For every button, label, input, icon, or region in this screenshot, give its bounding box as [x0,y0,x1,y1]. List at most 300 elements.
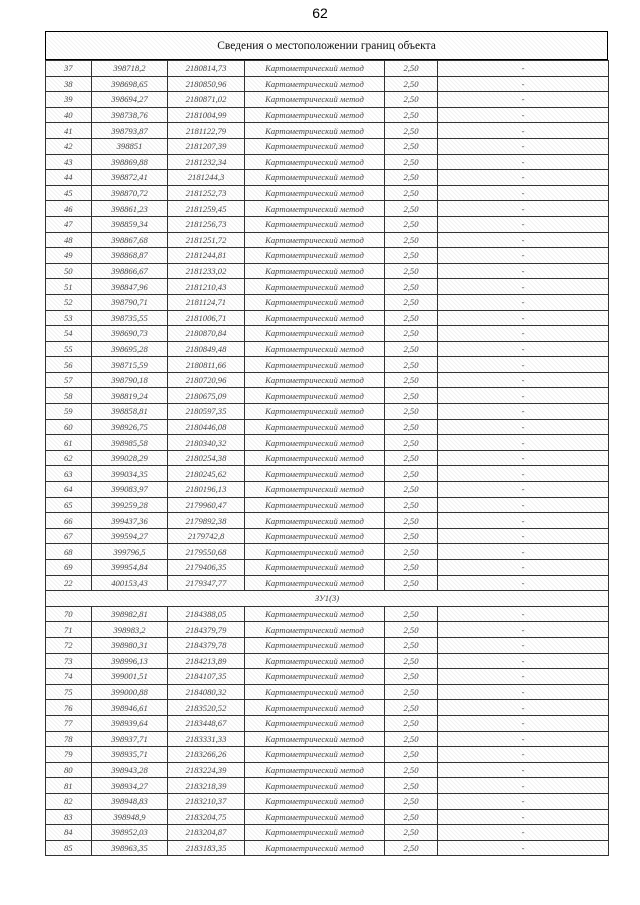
accuracy-cell: 2,50 [385,76,438,92]
note-cell: - [438,482,609,498]
note-cell: - [438,715,609,731]
method-cell: Картометрический метод [245,793,385,809]
table-row [46,61,609,77]
point-number-cell: 80 [46,762,92,778]
coord-y-cell: 2183520,52 [168,700,245,716]
table-row [46,388,609,404]
coord-x-cell: 399594,27 [92,528,168,544]
method-cell: Картометрический метод [245,653,385,669]
point-number-cell: 50 [46,263,92,279]
coord-y-cell: 2180720,96 [168,372,245,388]
method-cell: Картометрический метод [245,669,385,685]
method-cell: Картометрический метод [245,715,385,731]
point-number-cell: 64 [46,482,92,498]
coord-y-cell: 2180811,66 [168,357,245,373]
point-number-cell: 75 [46,684,92,700]
method-cell: Картометрический метод [245,170,385,186]
table-row [46,294,609,310]
point-number-cell: 44 [46,170,92,186]
coord-x-cell: 399000,88 [92,684,168,700]
coord-y-cell: 2183210,37 [168,793,245,809]
coord-x-cell: 398983,2 [92,622,168,638]
coord-x-cell: 398982,81 [92,606,168,622]
note-cell: - [438,762,609,778]
method-cell: Картометрический метод [245,326,385,342]
coord-y-cell: 2180850,96 [168,76,245,92]
coord-x-cell: 398698,65 [92,76,168,92]
coord-x-cell: 398793,87 [92,123,168,139]
method-cell: Картометрический метод [245,123,385,139]
point-number-cell: 67 [46,528,92,544]
point-number-cell: 40 [46,107,92,123]
point-number-cell: 57 [46,372,92,388]
table-row [46,76,609,92]
coord-y-cell: 2181244,3 [168,170,245,186]
coord-x-cell: 398694,27 [92,92,168,108]
point-number-cell: 42 [46,138,92,154]
table-row [46,123,609,139]
point-number-cell: 59 [46,404,92,420]
note-cell: - [438,809,609,825]
coord-y-cell: 2180254,38 [168,450,245,466]
accuracy-cell: 2,50 [385,482,438,498]
method-cell: Картометрический метод [245,201,385,217]
coord-x-cell: 398934,27 [92,778,168,794]
accuracy-cell: 2,50 [385,825,438,841]
point-number-cell: 77 [46,715,92,731]
accuracy-cell: 2,50 [385,123,438,139]
point-number-cell: 49 [46,248,92,264]
coord-y-cell: 2181232,34 [168,154,245,170]
table-row [46,357,609,373]
table-row [46,326,609,342]
method-cell: Картометрический метод [245,248,385,264]
accuracy-cell: 2,50 [385,154,438,170]
coord-x-cell: 399954,84 [92,560,168,576]
note-cell: - [438,419,609,435]
note-cell: - [438,107,609,123]
accuracy-cell: 2,50 [385,294,438,310]
note-cell: - [438,840,609,856]
note-cell: - [438,575,609,591]
method-cell: Картометрический метод [245,263,385,279]
coord-y-cell: 2181244,81 [168,248,245,264]
coord-y-cell: 2181207,39 [168,138,245,154]
method-cell: Картометрический метод [245,294,385,310]
table-row [46,92,609,108]
coord-x-cell: 398790,71 [92,294,168,310]
table-row [46,435,609,451]
method-cell: Картометрический метод [245,61,385,77]
coord-y-cell: 2180814,73 [168,61,245,77]
coord-y-cell: 2180870,84 [168,326,245,342]
note-cell: - [438,185,609,201]
method-cell: Картометрический метод [245,497,385,513]
point-number-cell: 46 [46,201,92,217]
accuracy-cell: 2,50 [385,653,438,669]
method-cell: Картометрический метод [245,840,385,856]
coord-y-cell: 2183331,33 [168,731,245,747]
accuracy-cell: 2,50 [385,669,438,685]
table-row [46,513,609,529]
point-number-cell: 63 [46,466,92,482]
accuracy-cell: 2,50 [385,700,438,716]
note-cell: - [438,622,609,638]
coord-y-cell: 2181124,71 [168,294,245,310]
table-row [46,248,609,264]
point-number-cell: 37 [46,61,92,77]
coord-x-cell: 399259,28 [92,497,168,513]
accuracy-cell: 2,50 [385,513,438,529]
table-row [46,419,609,435]
point-number-cell: 79 [46,747,92,763]
method-cell: Картометрический метод [245,637,385,653]
point-number-cell: 52 [46,294,92,310]
table-row [46,560,609,576]
note-cell: - [438,170,609,186]
coord-y-cell: 2184080,32 [168,684,245,700]
point-number-cell: 22 [46,575,92,591]
coord-y-cell: 2181122,79 [168,123,245,139]
table-row [46,622,609,638]
point-number-cell: 68 [46,544,92,560]
accuracy-cell: 2,50 [385,92,438,108]
table-row [46,637,609,653]
point-number-cell: 82 [46,793,92,809]
coord-x-cell: 398872,41 [92,170,168,186]
note-cell: - [438,154,609,170]
note-cell: - [438,404,609,420]
coord-x-cell: 398695,28 [92,341,168,357]
table-row [46,170,609,186]
coord-y-cell: 2179406,35 [168,560,245,576]
point-number-cell: 45 [46,185,92,201]
coord-x-cell: 398738,76 [92,107,168,123]
table-row [46,575,609,591]
note-cell: - [438,138,609,154]
table-row [46,154,609,170]
method-cell: Картометрический метод [245,372,385,388]
accuracy-cell: 2,50 [385,248,438,264]
coord-y-cell: 2181210,43 [168,279,245,295]
note-cell: - [438,388,609,404]
method-cell: Картометрический метод [245,466,385,482]
coord-y-cell: 2181006,71 [168,310,245,326]
accuracy-cell: 2,50 [385,326,438,342]
method-cell: Картометрический метод [245,138,385,154]
method-cell: Картометрический метод [245,341,385,357]
note-cell: - [438,466,609,482]
coord-x-cell: 398867,68 [92,232,168,248]
table-row [46,310,609,326]
point-number-cell: 66 [46,513,92,529]
note-cell: - [438,637,609,653]
method-cell: Картометрический метод [245,622,385,638]
table-row [46,341,609,357]
note-cell: - [438,310,609,326]
point-number-cell: 74 [46,669,92,685]
table-row [46,731,609,747]
table-row [46,840,609,856]
accuracy-cell: 2,50 [385,263,438,279]
method-cell: Картометрический метод [245,419,385,435]
table-row [46,544,609,560]
accuracy-cell: 2,50 [385,61,438,77]
coord-x-cell: 398735,55 [92,310,168,326]
coord-x-cell: 398859,34 [92,216,168,232]
section-row [46,591,609,607]
coord-y-cell: 2184213,89 [168,653,245,669]
point-number-cell: 84 [46,825,92,841]
accuracy-cell: 2,50 [385,466,438,482]
note-cell: - [438,248,609,264]
note-cell: - [438,232,609,248]
point-number-cell: 61 [46,435,92,451]
coord-x-cell: 399437,36 [92,513,168,529]
table-row [46,216,609,232]
accuracy-cell: 2,50 [385,684,438,700]
coord-y-cell: 2181251,72 [168,232,245,248]
point-number-cell: 47 [46,216,92,232]
note-cell: - [438,216,609,232]
method-cell: Картометрический метод [245,606,385,622]
note-cell: - [438,357,609,373]
accuracy-cell: 2,50 [385,622,438,638]
note-cell: - [438,731,609,747]
accuracy-cell: 2,50 [385,201,438,217]
table-row [46,669,609,685]
accuracy-cell: 2,50 [385,606,438,622]
coord-y-cell: 2180446,08 [168,419,245,435]
coord-y-cell: 2183266,26 [168,747,245,763]
table-row [46,793,609,809]
coordinates-table [45,60,609,856]
method-cell: Картометрический метод [245,216,385,232]
table-row [46,715,609,731]
note-cell: - [438,606,609,622]
method-cell: Картометрический метод [245,185,385,201]
accuracy-cell: 2,50 [385,715,438,731]
coord-x-cell: 398847,96 [92,279,168,295]
table-row [46,778,609,794]
point-number-cell: 51 [46,279,92,295]
table-row [46,450,609,466]
accuracy-cell: 2,50 [385,341,438,357]
table-row [46,700,609,716]
method-cell: Картометрический метод [245,232,385,248]
coord-x-cell: 399796,5 [92,544,168,560]
table-row [46,185,609,201]
note-cell: - [438,778,609,794]
table-row [46,466,609,482]
table-row [46,232,609,248]
method-cell: Картометрический метод [245,560,385,576]
method-cell: Картометрический метод [245,357,385,373]
coord-y-cell: 2180849,48 [168,341,245,357]
coord-y-cell: 2183183,35 [168,840,245,856]
table-row [46,653,609,669]
coord-x-cell: 398858,81 [92,404,168,420]
method-cell: Картометрический метод [245,513,385,529]
note-cell: - [438,372,609,388]
note-cell: - [438,92,609,108]
note-cell: - [438,61,609,77]
note-cell: - [438,793,609,809]
accuracy-cell: 2,50 [385,279,438,295]
method-cell: Картометрический метод [245,435,385,451]
coord-y-cell: 2184379,78 [168,637,245,653]
coord-x-cell: 398963,35 [92,840,168,856]
coord-y-cell: 2179742,8 [168,528,245,544]
table-row [46,606,609,622]
table-row [46,482,609,498]
point-number-cell: 73 [46,653,92,669]
note-cell: - [438,653,609,669]
method-cell: Картометрический метод [245,544,385,560]
method-cell: Картометрический метод [245,575,385,591]
accuracy-cell: 2,50 [385,170,438,186]
table-row [46,201,609,217]
coord-x-cell: 398868,87 [92,248,168,264]
coord-x-cell: 398996,13 [92,653,168,669]
note-cell: - [438,747,609,763]
note-cell: - [438,279,609,295]
point-number-cell: 60 [46,419,92,435]
note-cell: - [438,497,609,513]
boundary-table [45,31,608,856]
coord-x-cell: 398851 [92,138,168,154]
method-cell: Картометрический метод [245,404,385,420]
coord-y-cell: 2180871,02 [168,92,245,108]
coord-y-cell: 2180245,62 [168,466,245,482]
method-cell: Картометрический метод [245,700,385,716]
coord-x-cell: 398935,71 [92,747,168,763]
method-cell: Картометрический метод [245,825,385,841]
accuracy-cell: 2,50 [385,357,438,373]
point-number-cell: 71 [46,622,92,638]
method-cell: Картометрический метод [245,107,385,123]
note-cell: - [438,450,609,466]
note-cell: - [438,201,609,217]
coord-y-cell: 2180675,09 [168,388,245,404]
point-number-cell: 39 [46,92,92,108]
method-cell: Картометрический метод [245,762,385,778]
table-row [46,825,609,841]
method-cell: Картометрический метод [245,684,385,700]
coord-y-cell: 2184107,35 [168,669,245,685]
note-cell: - [438,560,609,576]
coord-x-cell: 400153,43 [92,575,168,591]
coord-x-cell: 399083,97 [92,482,168,498]
note-cell: - [438,825,609,841]
method-cell: Картометрический метод [245,747,385,763]
note-cell: - [438,341,609,357]
table-row [46,263,609,279]
coord-x-cell: 398946,61 [92,700,168,716]
coord-x-cell: 398985,58 [92,435,168,451]
table-row [46,762,609,778]
point-number-cell: 81 [46,778,92,794]
coord-y-cell: 2183224,39 [168,762,245,778]
method-cell: Картометрический метод [245,76,385,92]
accuracy-cell: 2,50 [385,793,438,809]
table-row [46,497,609,513]
coord-y-cell: 2180196,13 [168,482,245,498]
coord-y-cell: 2180340,32 [168,435,245,451]
coord-x-cell: 398718,2 [92,61,168,77]
coord-y-cell: 2183218,39 [168,778,245,794]
point-number-cell: 58 [46,388,92,404]
point-number-cell: 48 [46,232,92,248]
method-cell: Картометрический метод [245,778,385,794]
note-cell: - [438,435,609,451]
coord-x-cell: 398715,59 [92,357,168,373]
note-cell: - [438,700,609,716]
point-number-cell: 54 [46,326,92,342]
coord-y-cell: 2179347,77 [168,575,245,591]
method-cell: Картометрический метод [245,809,385,825]
point-number-cell: 55 [46,341,92,357]
coord-x-cell: 398948,9 [92,809,168,825]
method-cell: Картометрический метод [245,279,385,295]
accuracy-cell: 2,50 [385,310,438,326]
coord-y-cell: 2179960,47 [168,497,245,513]
coord-x-cell: 398948,83 [92,793,168,809]
point-number-cell: 83 [46,809,92,825]
coord-y-cell: 2183204,87 [168,825,245,841]
coord-x-cell: 398690,73 [92,326,168,342]
accuracy-cell: 2,50 [385,185,438,201]
table-row [46,528,609,544]
method-cell: Картометрический метод [245,92,385,108]
note-cell: - [438,326,609,342]
note-cell: - [438,684,609,700]
coord-x-cell: 398819,24 [92,388,168,404]
point-number-cell: 62 [46,450,92,466]
method-cell: Картометрический метод [245,482,385,498]
coord-y-cell: 2181259,45 [168,201,245,217]
accuracy-cell: 2,50 [385,138,438,154]
point-number-cell: 72 [46,637,92,653]
accuracy-cell: 2,50 [385,435,438,451]
page-number: 62 [312,5,328,21]
coord-x-cell: 398870,72 [92,185,168,201]
accuracy-cell: 2,50 [385,216,438,232]
accuracy-cell: 2,50 [385,762,438,778]
coord-x-cell: 398866,67 [92,263,168,279]
accuracy-cell: 2,50 [385,232,438,248]
coord-x-cell: 398952,03 [92,825,168,841]
note-cell: - [438,123,609,139]
point-number-cell: 65 [46,497,92,513]
coord-y-cell: 2181004,99 [168,107,245,123]
point-number-cell: 76 [46,700,92,716]
coord-x-cell: 399001,51 [92,669,168,685]
accuracy-cell: 2,50 [385,778,438,794]
coord-y-cell: 2181252,73 [168,185,245,201]
point-number-cell: 78 [46,731,92,747]
coord-x-cell: 398937,71 [92,731,168,747]
table-row [46,372,609,388]
method-cell: Картометрический метод [245,731,385,747]
accuracy-cell: 2,50 [385,388,438,404]
coord-y-cell: 2179892,38 [168,513,245,529]
note-cell: - [438,294,609,310]
accuracy-cell: 2,50 [385,450,438,466]
coord-y-cell: 2184379,79 [168,622,245,638]
note-cell: - [438,76,609,92]
table-title: Сведения о местоположении границ объекта [45,31,608,60]
